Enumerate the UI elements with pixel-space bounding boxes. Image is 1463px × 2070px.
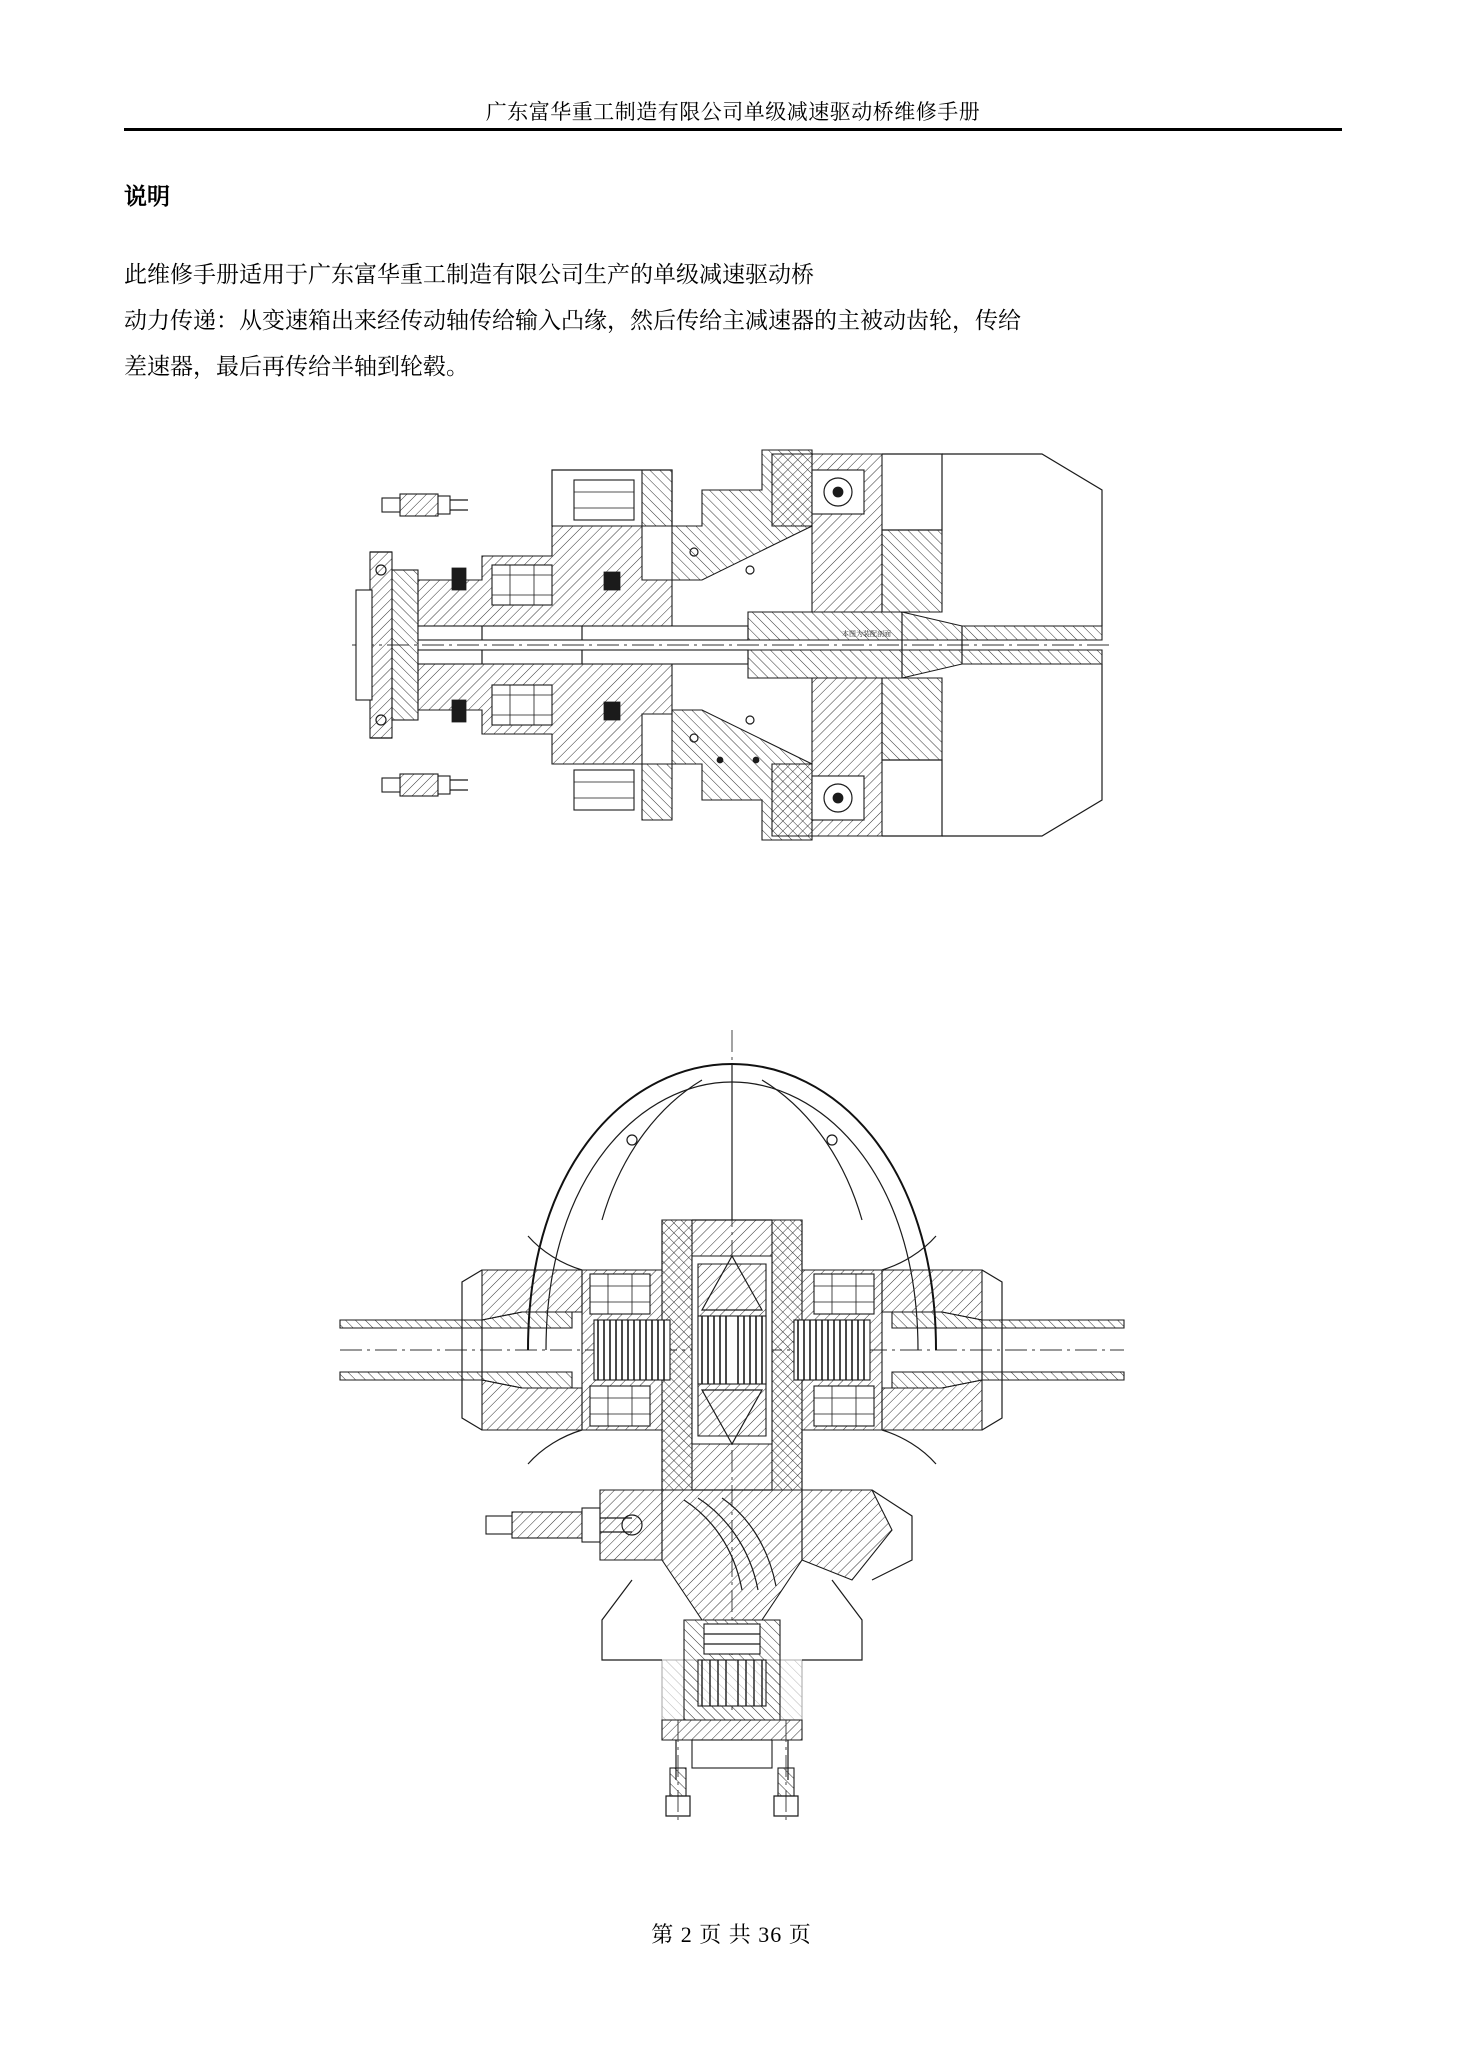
paragraph-line-2: 动力传递：从变速箱出来经传动轴传给输入凸缘，然后传给主减速器的主被动齿轮，传给 [124, 308, 1021, 333]
paragraph-line-3: 差速器，最后再传给半轴到轮毂。 [124, 354, 469, 379]
body-paragraph [124, 252, 1324, 390]
figure-2-drawing [332, 1020, 1132, 1850]
page-header-title: 广东富华重工制造有限公司单级减速驱动桥维修手册 [485, 100, 981, 124]
header-divider [124, 128, 1342, 131]
page-footer: 第 2 页 共 36 页 [651, 1922, 812, 1947]
figure-axle-section [0, 430, 1463, 870]
section-heading: 说明 [124, 184, 170, 209]
paragraph-line-1: 此维修手册适用于广东富华重工制造有限公司生产的单级减速驱动桥 [124, 262, 814, 287]
figure-1-note: 本图为装配剖面 [841, 631, 891, 638]
figure-differential-section [0, 1020, 1463, 1880]
figure-1-drawing [342, 430, 1122, 860]
